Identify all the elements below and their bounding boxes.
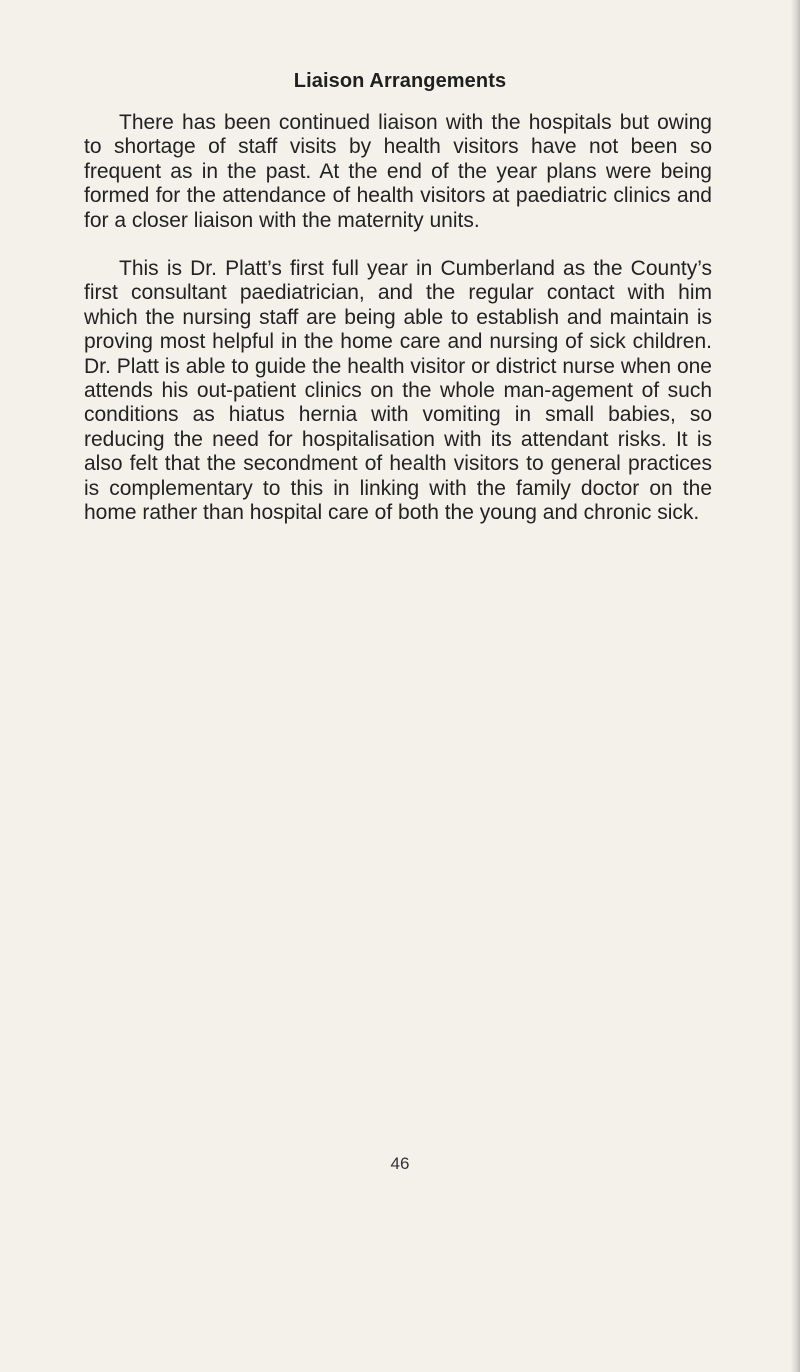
paragraph-liaison-hospitals: There has been continued liaison with the hospitals but owing to shortage of staff visits by health visitors have not been so frequent as in the past. At the end of the year plans were being formed for the attendance of health visitors at paediatric clinics and for a closer liaison with the maternity units. <box>84 111 712 232</box>
section-heading: Liaison Arrangements <box>293 70 507 92</box>
body-text <box>84 111 712 526</box>
page-number: 46 <box>390 1154 410 1173</box>
paragraph-consultant-paediatrician: This is Dr. Platt’s first full year in Cumberland as the County’s first consultant paediatrician, and the regular contact with him which the nursing staff are being able to establish and maintain is proving most helpful in the home care and nursing of sick children. Dr. Platt is able to guide the health visitor or district nurse when one attends his out-patient clinics on the whole man-agement of such conditions as hiatus hernia with vomiting in small babies, so reducing the need for hospitalisation with its attendant risks. It is also felt that the secondment of health visitors to general practices is complementary to this in linking with the family doctor on the home rather than hospital care of both the young and chronic sick. <box>84 257 712 525</box>
